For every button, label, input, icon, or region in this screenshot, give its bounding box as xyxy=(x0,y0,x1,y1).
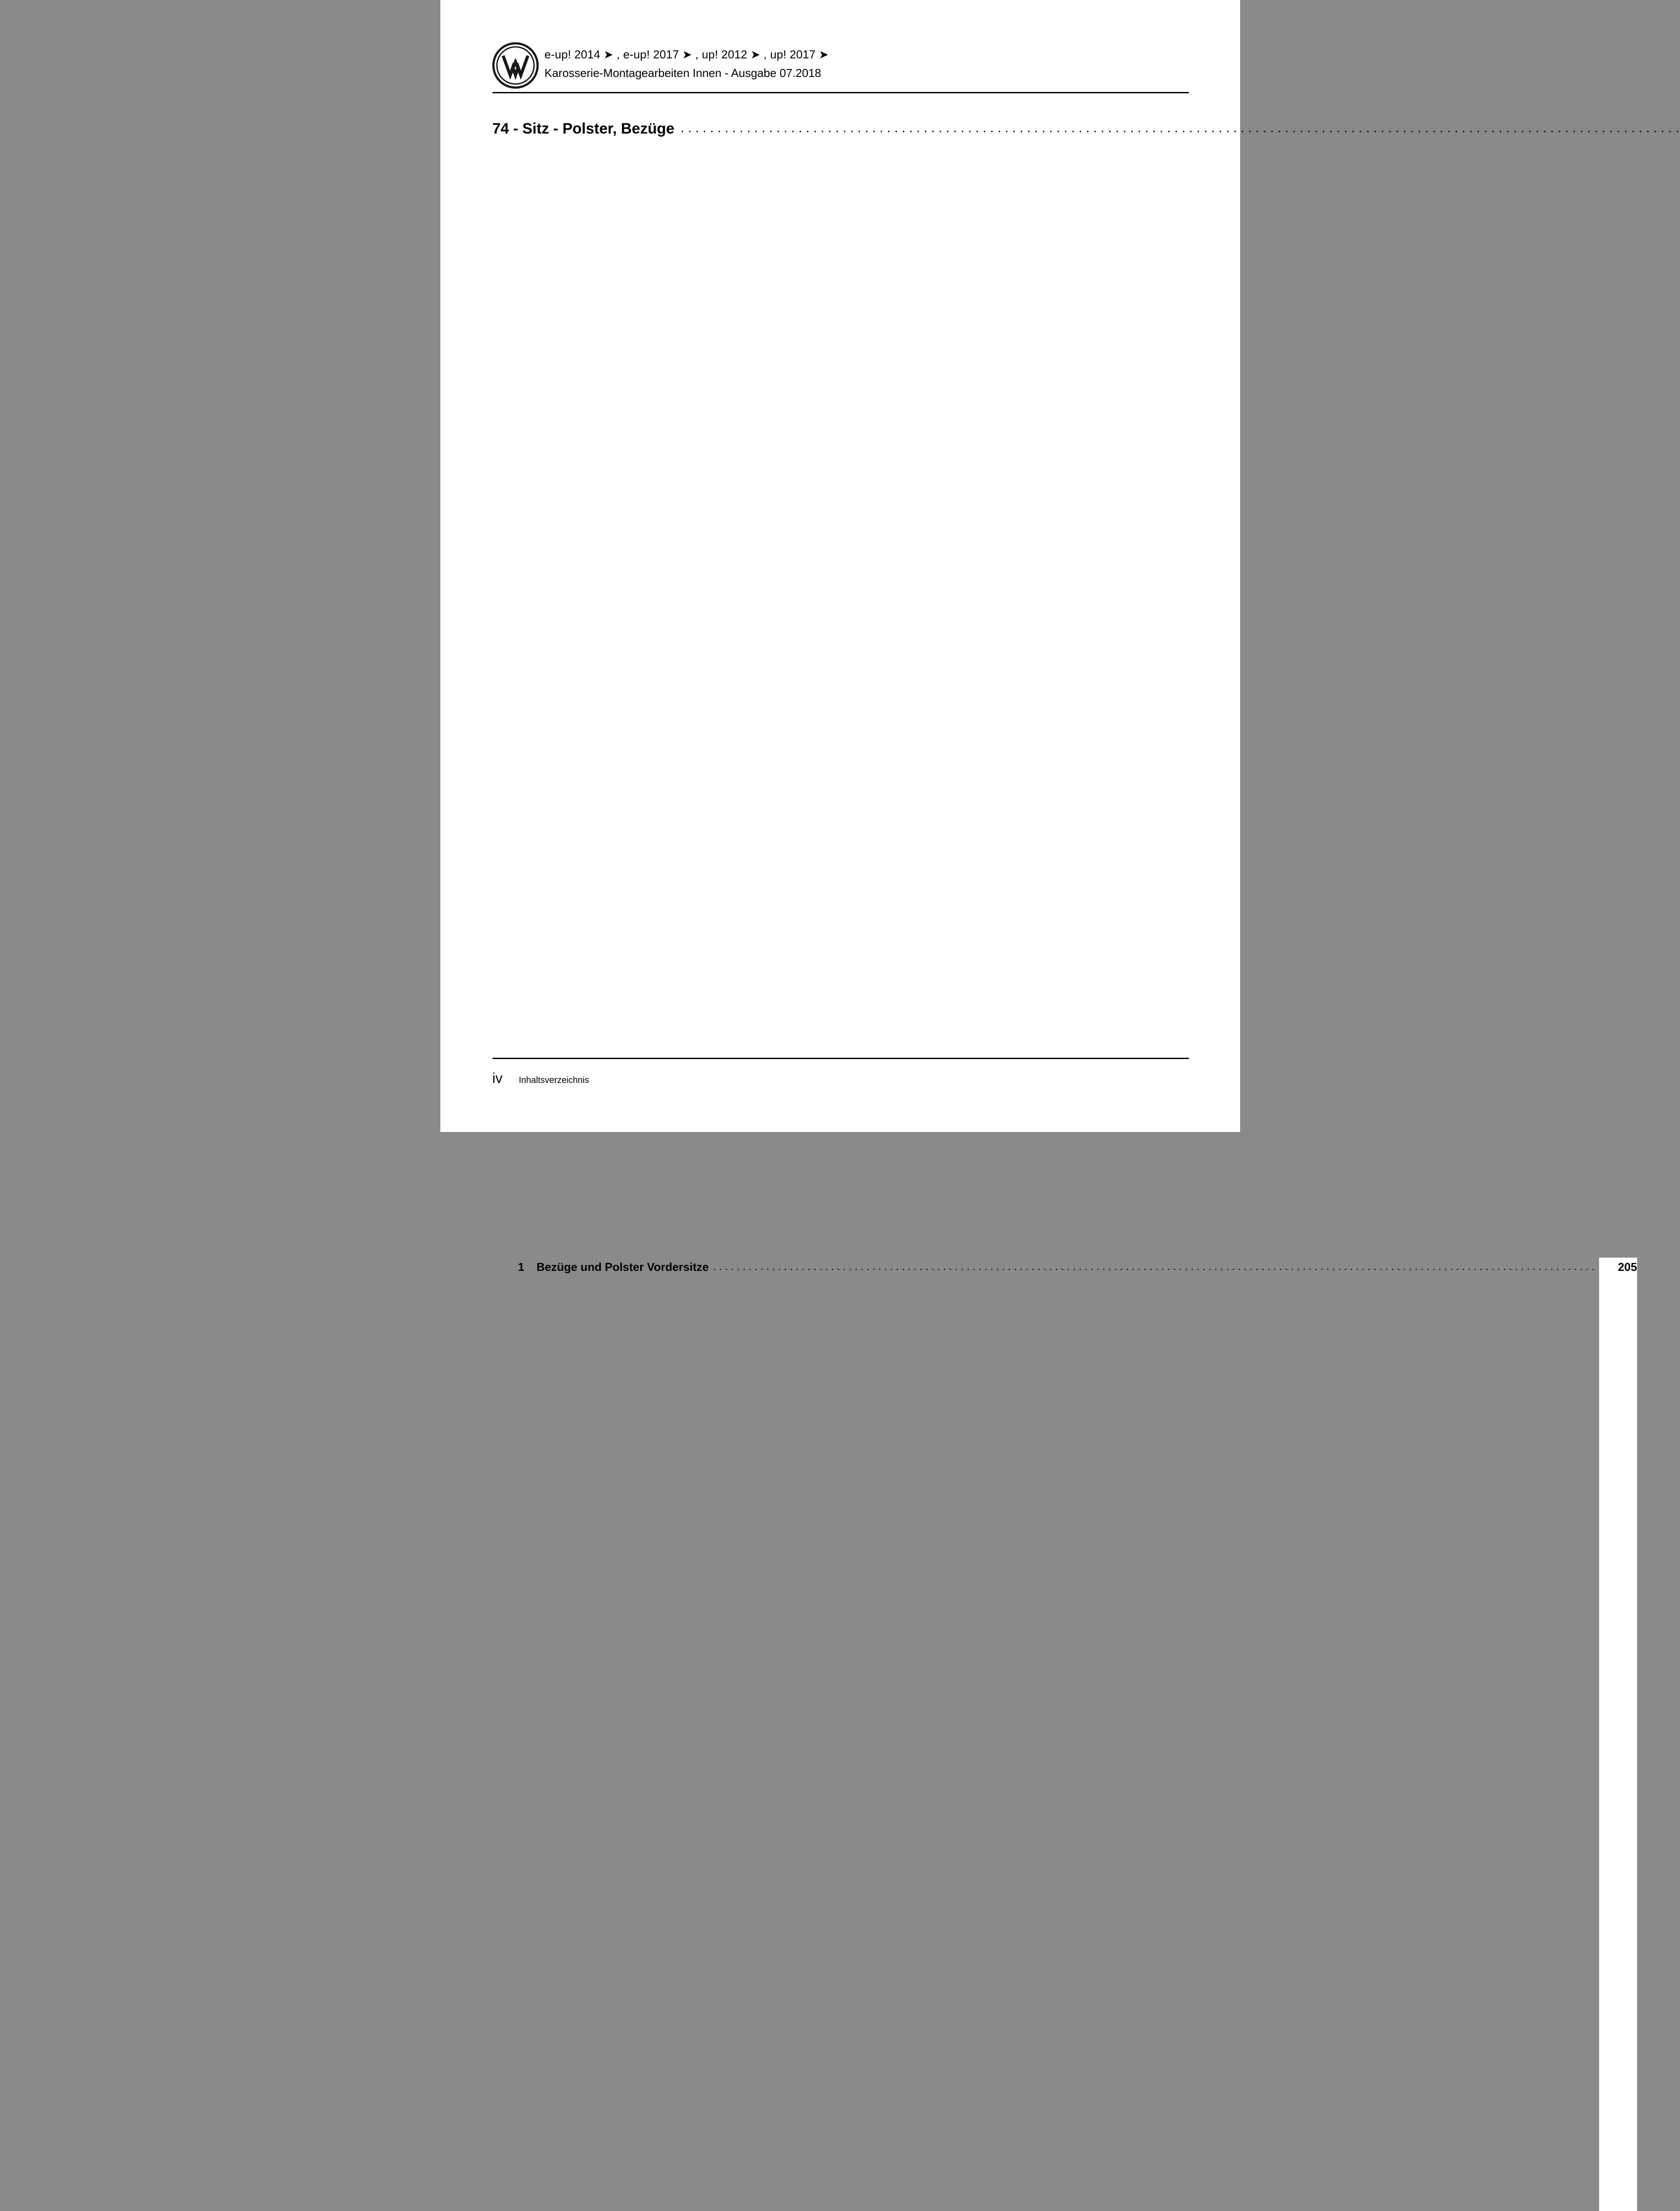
document-page xyxy=(440,0,1637,1274)
vw-logo-icon xyxy=(493,42,538,88)
header-divider xyxy=(493,92,1189,93)
table-of-contents xyxy=(492,119,1637,2211)
header-text-block xyxy=(545,47,1189,80)
footer-label: Inhaltsverzeichnis xyxy=(519,1075,589,1085)
toc-entry-page: 205 xyxy=(1599,1258,1637,2211)
toc-entry-number: 1 xyxy=(518,1260,524,1274)
footer-divider xyxy=(493,1058,1189,1059)
toc-chapter-title: 74 - Sitz - Polster, Bezüge xyxy=(492,120,675,137)
page-number: iv xyxy=(492,1070,503,1086)
toc-entry-title: Bezüge und Polster Vordersitze xyxy=(536,1260,709,1274)
page-footer xyxy=(493,1070,1189,1086)
page-header xyxy=(493,42,1189,96)
toc-leader-dots xyxy=(713,1258,1595,1276)
manual-subtitle: Karosserie-Montagearbeiten Innen - Ausgabe 07.2018 xyxy=(544,66,821,80)
toc-leader-dots xyxy=(680,118,1680,138)
toc-entry[interactable] xyxy=(493,1258,1637,2211)
models-line: e-up! 2014 ➤ , e-up! 2017 ➤ , up! 2012 ➤ , up! 2017 ➤ xyxy=(544,48,829,61)
